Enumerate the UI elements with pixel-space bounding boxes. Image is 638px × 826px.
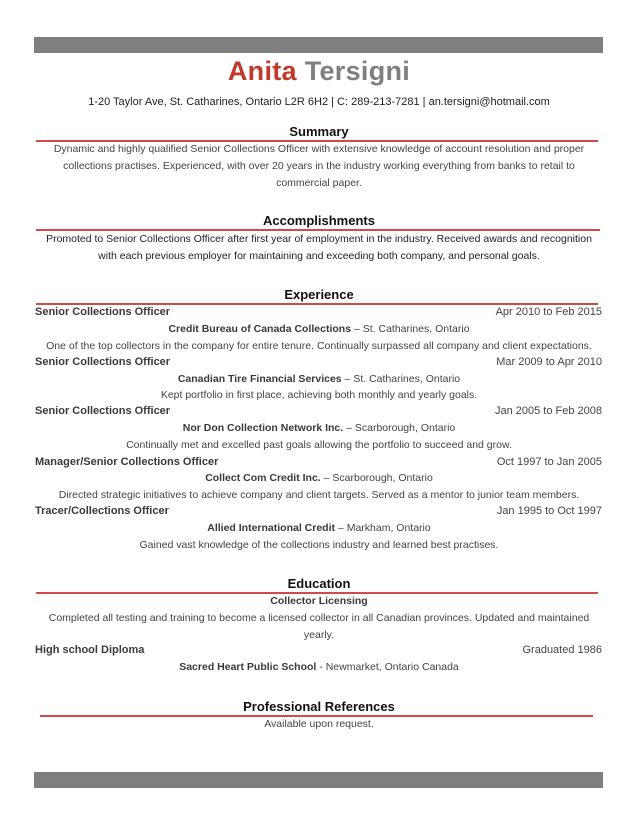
job-dates: Jan 2005 to Feb 2008 <box>494 405 602 417</box>
references-heading: Professional References <box>243 699 395 714</box>
top-decorative-bar <box>34 37 603 53</box>
contact-line: 1-20 Taylor Ave, St. Catharines, Ontario L2R 6H2 | C: 289-213-7281 | an.tersigni@hotmail.com <box>88 96 550 108</box>
job-location: St. Catharines, Ontario <box>353 373 461 385</box>
licensing-text <box>36 610 602 644</box>
school-line <box>0 661 638 673</box>
references-rule <box>40 715 593 717</box>
job-company: Canadian Tire Financial Services <box>177 373 342 385</box>
job-title: Senior Collections Officer <box>35 306 171 318</box>
job-employer <box>0 323 638 335</box>
job-dates: Mar 2009 to Apr 2010 <box>496 356 602 368</box>
job-description: Gained vast knowledge of the collections industry and learned best practises. <box>139 539 499 551</box>
summary-heading: Summary <box>289 124 349 139</box>
experience-heading: Experience <box>284 287 354 302</box>
job-location: St. Catharines, Ontario <box>362 323 470 335</box>
job-company: Credit Bureau of Canada Collections <box>168 323 352 335</box>
job-header <box>35 405 602 421</box>
summary-line: collections practises. Experienced, with over 20 years in the industry working everything from banks to retail to <box>63 160 575 172</box>
summary-text <box>36 141 602 192</box>
job-location: Scarborough, Ontario <box>332 472 433 484</box>
summary-line: commercial paper. <box>276 177 362 189</box>
accomplishments-line: Promoted to Senior Collections Officer after first year of employment in the industry. Received awards and recognition <box>46 233 592 245</box>
job-description: One of the top collectors in the company for entire tenure. Continually surpassed all company and client expectations. <box>46 340 592 352</box>
job-separator: – <box>343 422 355 434</box>
education-rule <box>36 592 598 594</box>
diploma-date: Graduated 1986 <box>522 644 602 656</box>
job-company: Allied International Credit <box>207 522 336 534</box>
last-name: Tersigni <box>304 56 411 86</box>
job-company: Collect Com Credit Inc. <box>205 472 321 484</box>
job-header <box>35 356 602 372</box>
job-employer <box>0 522 638 534</box>
job-company: Nor Don Collection Network Inc. <box>182 422 344 434</box>
job-dates: Oct 1997 to Jan 2005 <box>496 456 602 468</box>
school-separator: - <box>316 661 326 673</box>
job-employer <box>0 472 638 484</box>
licensing-title: Collector Licensing <box>270 595 368 607</box>
job-separator: – <box>341 373 354 385</box>
licensing-title-line <box>0 595 638 607</box>
job-description: Directed strategic initiatives to achieve company and client targets. Served as a mentor to junior team members. <box>58 489 580 501</box>
experience-rule <box>36 303 598 305</box>
job-title: Tracer/Collections Officer <box>35 505 169 517</box>
job-header <box>35 306 602 322</box>
job-dates: Apr 2010 to Feb 2015 <box>495 306 602 318</box>
school-location: Newmarket, Ontario Canada <box>325 661 459 673</box>
accomplishments-heading: Accomplishments <box>263 213 375 228</box>
licensing-line: Completed all testing and training to become a licensed collector in all Canadian provinces. Updated and maintained <box>48 612 590 624</box>
bottom-decorative-bar <box>34 772 603 788</box>
job-employer <box>0 373 638 385</box>
job-title: Senior Collections Officer <box>35 405 171 417</box>
diploma-title: High school Diploma <box>35 644 145 656</box>
accomplishments-text <box>30 231 608 265</box>
job-employer <box>0 422 638 434</box>
school-name: Sacred Heart Public School <box>179 661 317 673</box>
job-location: Markham, Ontario <box>346 522 431 534</box>
job-description: Continually met and excelled past goals allowing the portfolio to succeed and grow. <box>126 439 512 451</box>
job-title: Senior Collections Officer <box>35 356 171 368</box>
job-title: Manager/Senior Collections Officer <box>35 456 219 468</box>
job-header <box>35 456 602 472</box>
job-separator: – <box>351 323 363 335</box>
diploma-header <box>35 644 602 660</box>
accomplishments-line: with each previous employer for maintaining and exceeding both company, and personal goals. <box>98 250 540 262</box>
education-heading: Education <box>287 576 351 591</box>
job-header <box>35 505 602 521</box>
licensing-line: yearly. <box>303 629 335 641</box>
job-separator: – <box>335 522 347 534</box>
summary-line: Dynamic and highly qualified Senior Collections Officer with extensive knowledge of account resolution and proper <box>53 143 585 155</box>
candidate-name <box>0 56 638 87</box>
job-dates: Jan 1995 to Oct 1997 <box>496 505 602 517</box>
job-description: Kept portfolio in first place, achieving both monthly and yearly goals. <box>160 389 478 401</box>
job-separator: – <box>320 472 333 484</box>
first-name: Anita <box>227 56 297 86</box>
references-text: Available upon request. <box>264 718 374 730</box>
job-location: Scarborough, Ontario <box>354 422 456 434</box>
